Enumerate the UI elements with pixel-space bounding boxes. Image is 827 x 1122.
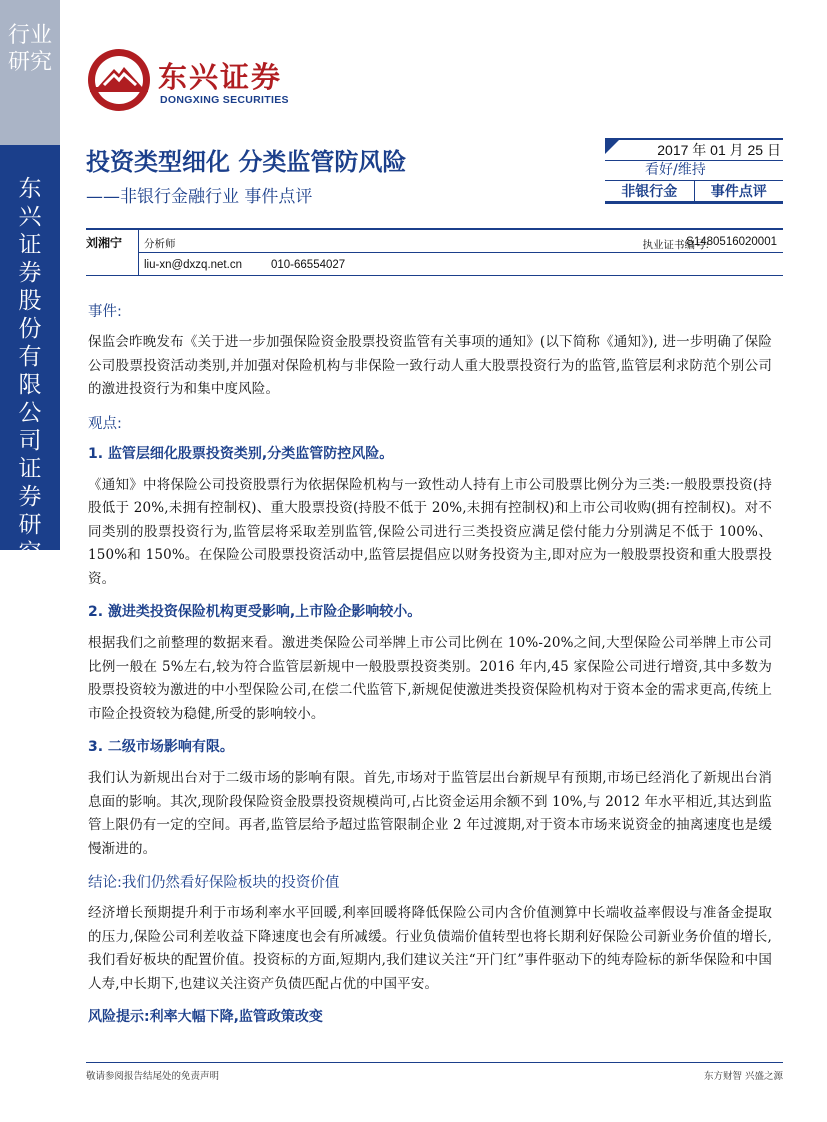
point1-paragraph: 《通知》中将保险公司投资股票行为依据保险机构与一致性动人持有上市公司股票比例分为三类:一般股票投资(持股低于 20%,未拥有控制权)、重大股票投资(持股不低于 20%,未拥有控制权)和上市公司收购(拥有控制权)。对不同类别的股票投资行为,监管层将采取差别监管,保险公司进行三类投资应满足偿付能力分别满足不低于 100%、150%和 150%。在保险公司股票投资活动中,监管层提倡应以财务投资为主,即对应为一般股票投资和重大股票投资。 bbox=[88, 476, 772, 587]
sidebar-section-bottom bbox=[0, 145, 60, 622]
point1-heading: 1. 监管层细化股票投资类别,分类监管防控风险。 bbox=[88, 445, 394, 462]
divider bbox=[138, 252, 783, 253]
analyst-phone: 010-66554027 bbox=[271, 259, 346, 271]
footer-divider bbox=[86, 1062, 783, 1063]
report-date-row bbox=[605, 138, 783, 160]
corner-triangle-icon bbox=[605, 140, 619, 154]
license-number: S1480516020001 bbox=[686, 236, 777, 248]
report-title: 投资类型细化 分类监管防风险 bbox=[86, 148, 407, 176]
analyst-email[interactable]: liu-xn@dxzq.net.cn bbox=[144, 259, 242, 271]
event-paragraph: 保监会昨晚发布《关于进一步加强保险资金股票投资监管有关事项的通知》(以下简称《通知》), 进一步明确了保险公司股票投资活动类别,并加强对保险机构与非保险一致行动人重大股票投资行为的监管,监管层利求防范个别公司的激进投资行为和集中度风险。 bbox=[88, 334, 772, 397]
risk-warning: 风险提示:利率大幅下降,监管政策改变 bbox=[88, 1009, 323, 1025]
conclusion-paragraph: 经济增长预期提升利于市场利率水平回暖,利率回暖将降低保险公司内含价值测算中长端收益率假设与准备金提取的压力,保险公司利差收益下降速度也会有所减缓。行业负债端价值转型也将长期利好保险公司新业务价值的增长,我们看好板块的配置价值。投资标的方面,短期内,我们建议关注“开门红”事件驱动下的纯寿险标的新华保险和中国人寿,中长期下,也建议关注资产负债匹配占优的中国平安。 bbox=[88, 905, 772, 992]
analyst-block bbox=[86, 228, 783, 276]
tag-report-type: 事件点评 bbox=[694, 181, 784, 201]
point3-paragraph: 我们认为新规出台对于二级市场的影响有限。首先,市场对于监管层出台新规早有预期,市场已经消化了新规出台消息面的影响。其次,现阶段保险资金股票投资规模尚可,占比资金运用余额不到 10%,与 2012 年水平相近,其达到监管上限仍有一定的空间。再者,监管层给予超过监管限制企业 2 年过渡期,对于资本市场来说资金的抽离速度也是缓慢渐进的。 bbox=[88, 770, 772, 857]
report-body bbox=[88, 300, 772, 1026]
report-date: 2017 年 01 月 25 日 bbox=[657, 142, 781, 158]
analyst-role: 分析师 bbox=[144, 238, 176, 250]
rating: 看好/维持 bbox=[605, 160, 783, 180]
brand-name-en: DONGXING SECURITIES bbox=[160, 94, 289, 106]
license-label: 执业证书编号: bbox=[642, 239, 709, 251]
point2-heading: 2. 激进类投资保险机构更受影响,上市险企影响较小。 bbox=[88, 604, 422, 620]
point2-paragraph: 根据我们之前整理的数据来看。激进类保险公司举牌上市公司比例在 10%-20%之间,大型保险公司举牌上市公司比例一般在 5%左右,较为符合监管层新规中一般股票投资类别。2016 年内,45 家保险公司进行增资,其中多数为股票投资较为激进的中小型保险公司,在偿二代监管下,新规促使激进类投资保险机构对于资本金的需求更高,传统上市险企投资较为稳健,所受的影响较小。 bbox=[88, 635, 772, 722]
brand-name-cn: 东兴证券 bbox=[158, 60, 283, 94]
footer-disclaimer: 敬请参阅报告结尾处的免责声明 bbox=[86, 1071, 220, 1082]
report-subtitle: ——非银行金融行业 事件点评 bbox=[86, 187, 313, 207]
tag-industry: 非银行金 bbox=[621, 184, 678, 200]
view-heading: 观点: bbox=[88, 415, 122, 432]
analyst-name: 刘湘宁 bbox=[86, 236, 123, 250]
report-info-box bbox=[605, 138, 783, 204]
sidebar-company-label: 东兴证券股份有限公司证券研究报告 bbox=[18, 176, 42, 622]
point3-heading: 3. 二级市场影响有限。 bbox=[88, 739, 234, 755]
sidebar-category-label: 行业研究 bbox=[8, 23, 53, 75]
tag-row bbox=[605, 180, 783, 204]
dongxing-logo-icon bbox=[86, 47, 152, 113]
conclusion-heading: 结论:我们仍然看好保险板块的投资价值 bbox=[88, 875, 340, 891]
event-heading: 事件: bbox=[88, 304, 122, 320]
footer-slogan: 东方财智 兴盛之源 bbox=[703, 1071, 783, 1082]
sidebar-section-top bbox=[0, 0, 60, 145]
